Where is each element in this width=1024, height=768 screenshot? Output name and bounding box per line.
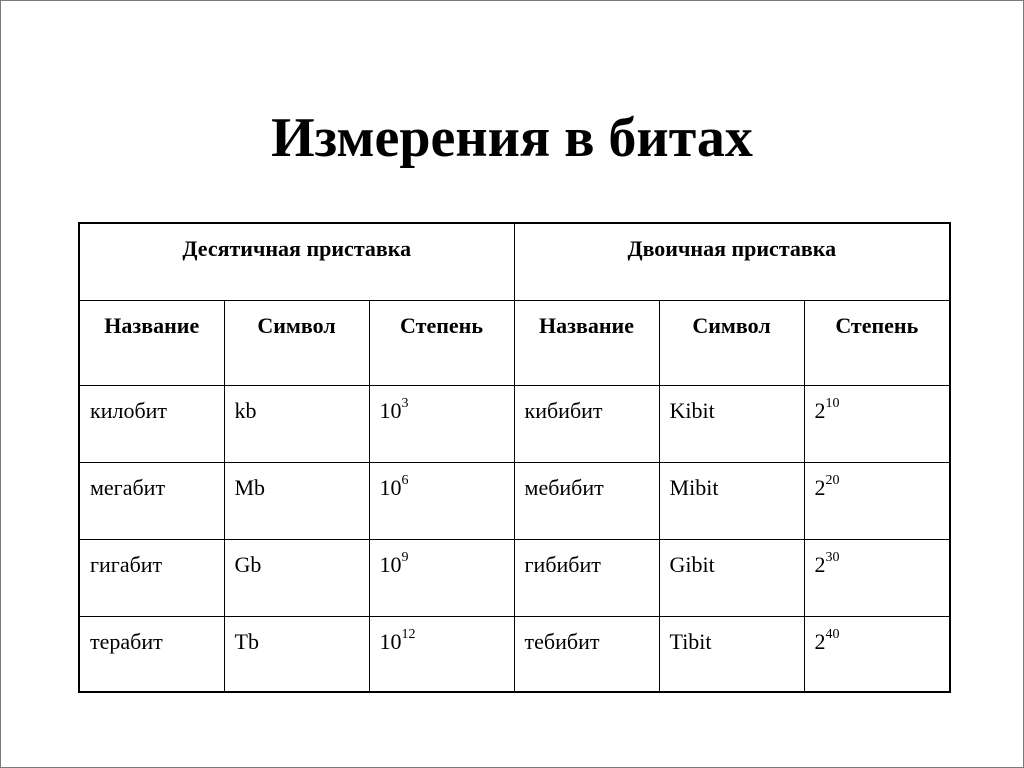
dec-name-cell: терабит (79, 616, 224, 692)
dec-power-cell (369, 385, 514, 462)
bin-name-cell: гибибит (514, 539, 659, 616)
bin-power-exponent: 20 (825, 472, 840, 488)
dec-name-cell: гигабит (79, 539, 224, 616)
bin-power-base: 2 (814, 551, 826, 577)
dec-power-base: 10 (379, 474, 402, 500)
units-table (78, 222, 951, 693)
dec-power-base: 10 (379, 628, 402, 654)
table-row (79, 616, 950, 692)
column-header-bin-power: Степень (804, 300, 950, 385)
dec-power-base: 10 (379, 551, 402, 577)
dec-power-exponent: 3 (401, 395, 409, 411)
bin-symbol-cell: Tibit (659, 616, 804, 692)
bin-name-cell: кибибит (514, 385, 659, 462)
column-header-dec-symbol: Символ (224, 300, 369, 385)
group-header-binary: Двоичная приставка (514, 223, 950, 300)
column-header-bin-symbol: Символ (659, 300, 804, 385)
column-header-dec-power: Степень (369, 300, 514, 385)
dec-name-cell: килобит (79, 385, 224, 462)
dec-name-cell: мегабит (79, 462, 224, 539)
table-row (79, 539, 950, 616)
bin-symbol-cell: Kibit (659, 385, 804, 462)
bin-symbol-cell: Mibit (659, 462, 804, 539)
column-header-bin-name: Название (514, 300, 659, 385)
group-header-row (79, 223, 950, 300)
dec-power-cell (369, 539, 514, 616)
column-header-row (79, 300, 950, 385)
table-row (79, 462, 950, 539)
bin-symbol-cell: Gibit (659, 539, 804, 616)
dec-power-exponent: 9 (401, 549, 409, 565)
bin-power-exponent: 40 (825, 626, 840, 642)
dec-power-exponent: 6 (401, 472, 409, 488)
dec-symbol-cell: kb (224, 385, 369, 462)
column-header-dec-name: Название (79, 300, 224, 385)
dec-power-base: 10 (379, 397, 402, 423)
dec-symbol-cell: Gb (224, 539, 369, 616)
dec-power-cell (369, 462, 514, 539)
bin-power-base: 2 (814, 474, 826, 500)
dec-power-exponent: 12 (401, 626, 416, 642)
slide-title: Измерения в битах (271, 107, 753, 169)
bin-name-cell: тебибит (514, 616, 659, 692)
bin-power-exponent: 10 (825, 395, 840, 411)
bin-power-base: 2 (814, 628, 826, 654)
bin-power-cell (804, 462, 950, 539)
bin-power-base: 2 (814, 397, 826, 423)
group-header-decimal: Десятичная приставка (79, 223, 514, 300)
table-row (79, 385, 950, 462)
bin-power-cell (804, 539, 950, 616)
bin-power-cell (804, 616, 950, 692)
dec-symbol-cell: Mb (224, 462, 369, 539)
dec-power-cell (369, 616, 514, 692)
dec-symbol-cell: Tb (224, 616, 369, 692)
bin-power-cell (804, 385, 950, 462)
bin-name-cell: мебибит (514, 462, 659, 539)
bin-power-exponent: 30 (825, 549, 840, 565)
